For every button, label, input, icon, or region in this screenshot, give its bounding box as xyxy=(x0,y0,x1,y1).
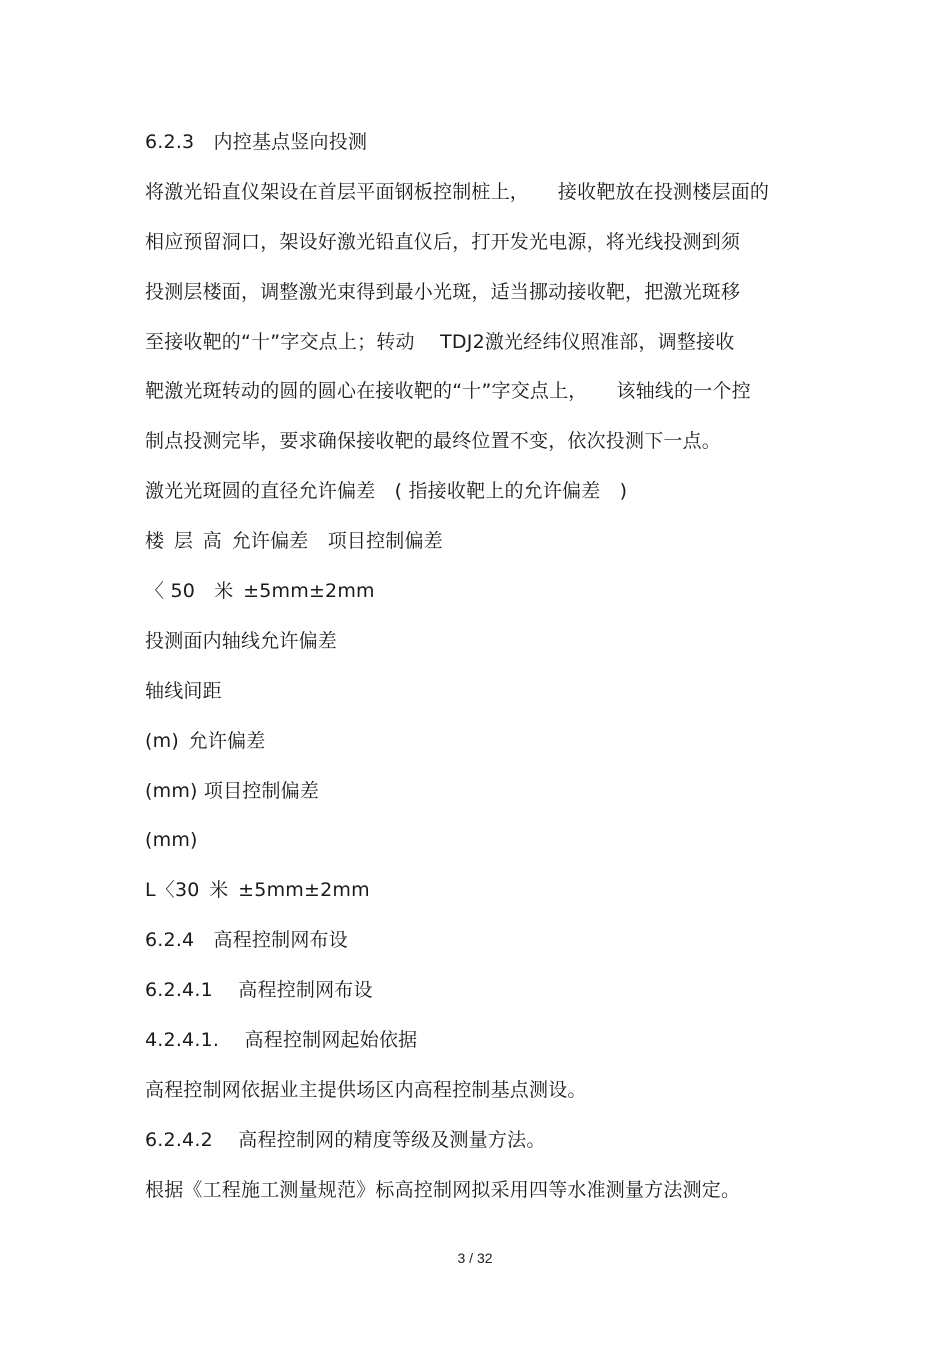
paragraph-line: 投测层楼面，调整激光束得到最小光斑，适当挪动接收靶，把激光斑移 xyxy=(145,280,741,303)
page-number: 3 / 32 xyxy=(457,1250,493,1266)
section-heading-6-2-4-2: 6.2.4.2 高程控制网的精度等级及测量方法。 xyxy=(145,1128,546,1151)
section-heading-4-2-4-1: 4.2.4.1. 高程控制网起始依据 xyxy=(145,1029,418,1052)
tolerance-heading: 激光光斑圆的直径允许偏差 ( 指接收靶上的允许偏差 ) xyxy=(145,480,628,503)
paragraph-line: 制点投测完毕，要求确保接收靶的最终位置不变，依次投测下一点。 xyxy=(145,430,722,453)
axis-table-header: (m) 允许偏差 xyxy=(145,729,266,752)
section-heading-6-2-3: 6.2.3 内控基点竖向投测 xyxy=(145,131,368,153)
paragraph-line: 至接收靶的“十”字交点上；转动 TDJ2激光经纬仪照准部，调整接收 xyxy=(145,330,735,353)
paragraph-line: 相应预留洞口，架设好激光铅直仪后，打开发光电源，将光线投测到须 xyxy=(145,230,741,253)
section-heading-6-2-4: 6.2.4 高程控制网布设 xyxy=(145,929,348,952)
axis-tolerance-heading: 投测面内轴线允许偏差 xyxy=(145,629,338,652)
axis-table-row: L〈30 米 ±5mm±2mm xyxy=(145,879,370,902)
tolerance-table-header: 楼 层 高 允许偏差 项目控制偏差 xyxy=(145,530,443,553)
axis-table-header: 轴线间距 xyxy=(145,679,222,702)
paragraph-line: 靶激光斑转动的圆的圆心在接收靶的“十”字交点上， 该轴线的一个控 xyxy=(145,380,751,403)
document-body xyxy=(145,124,825,1222)
axis-table-header: (mm) xyxy=(145,829,198,852)
paragraph-line: 将激光铅直仪架设在首层平面钢板控制桩上， 接收靶放在投测楼层面的 xyxy=(145,180,770,203)
section-heading-6-2-4-1: 6.2.4.1 高程控制网布设 xyxy=(145,979,373,1002)
paragraph-line: 高程控制网依据业主提供场区内高程控制基点测设。 xyxy=(145,1078,587,1101)
axis-table-header: (mm) 项目控制偏差 xyxy=(145,779,320,802)
tolerance-table-row: 〈 50 米 ±5mm±2mm xyxy=(145,580,375,603)
paragraph-line: 根据《工程施工测量规范》标高控制网拟采用四等水准测量方法测定。 xyxy=(145,1178,741,1201)
